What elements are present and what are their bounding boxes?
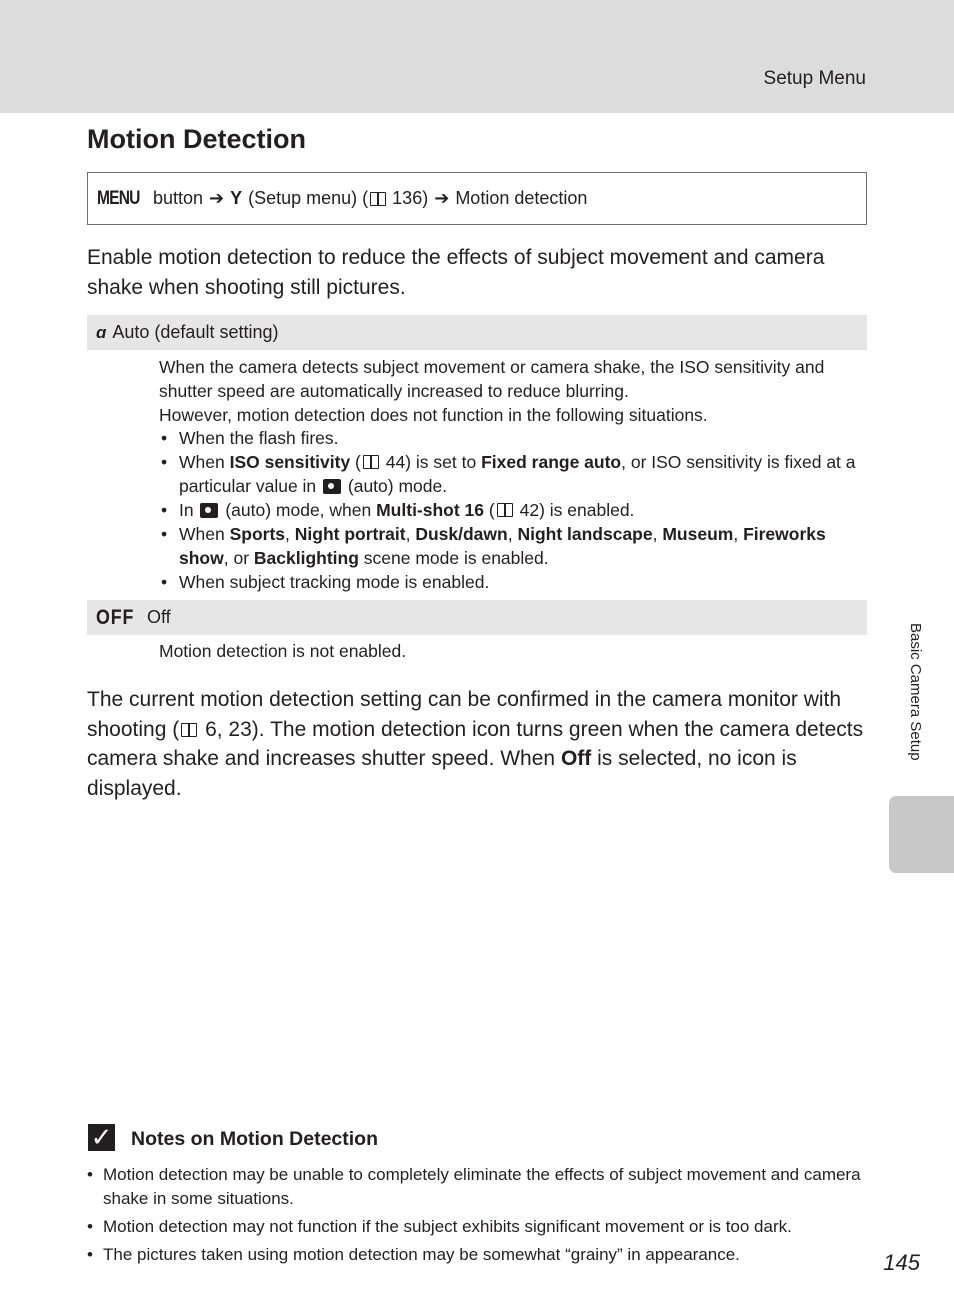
page-number: 145 xyxy=(883,1250,920,1275)
page-reference-icon xyxy=(370,192,386,206)
auto-description-line-2: However, motion detection does not function in the following situations. xyxy=(159,405,708,425)
list-item: • The pictures taken using motion detection may be somewhat “grainy” in appearance. xyxy=(87,1243,867,1267)
setup-menu-icon: Y xyxy=(230,188,243,208)
section-side-label: Basic Camera Setup xyxy=(907,623,924,761)
section-tab xyxy=(889,796,954,873)
arrow-icon: ➔ xyxy=(209,188,225,208)
page-reference-icon xyxy=(181,723,197,737)
option-auto-bar xyxy=(87,315,867,350)
option-off-label: Off xyxy=(147,607,171,627)
notes-title: Notes on Motion Detection xyxy=(131,1128,378,1150)
list-item: • When ISO sensitivity ( 44) is set to Fixed range auto, or ISO sensitivity is fixed at a particular value in (auto) mode. xyxy=(159,450,859,498)
notes-list xyxy=(87,1163,867,1271)
menu-button-text: button xyxy=(152,188,203,208)
exception-list xyxy=(159,426,859,594)
motion-detection-auto-icon: ɑ xyxy=(96,322,107,342)
list-item: • When Sports, Night portrait, Dusk/dawn, Night landscape, Museum, Fireworks show, or Backlighting scene mode is enabled. xyxy=(159,522,859,570)
auto-mode-camera-icon xyxy=(323,479,341,494)
list-item: • When subject tracking mode is enabled. xyxy=(159,570,859,594)
list-item: • Motion detection may not function if the subject exhibits significant movement or is too dark. xyxy=(87,1215,867,1239)
page-reference: 136 xyxy=(392,188,423,208)
arrow-icon: ➔ xyxy=(434,188,450,208)
option-auto-description xyxy=(159,355,859,427)
intro-paragraph: Enable motion detection to reduce the effects of subject movement and camera shake when shooting still pictures. xyxy=(87,246,825,299)
page-reference-icon xyxy=(497,503,513,517)
menu-destination: Motion detection xyxy=(455,188,588,208)
option-off-bar xyxy=(87,600,867,635)
option-auto-label: Auto (default setting) xyxy=(112,322,279,342)
confirmation-paragraph: The current motion detection setting can be confirmed in the camera monitor with shooting ( 6, 23). The motion detection icon turns green when the camera detects camera shake and increases shutter speed. When Off is selected, no icon is displayed. xyxy=(87,688,864,800)
auto-mode-camera-icon xyxy=(200,503,218,518)
page-title: Motion Detection xyxy=(87,124,306,154)
checkmark-note-icon: ✓ xyxy=(88,1124,115,1151)
page-reference-icon xyxy=(363,455,379,469)
motion-detection-off-icon: OFF xyxy=(96,605,135,629)
auto-description-line-1: When the camera detects subject movement or camera shake, the ISO sensitivity and shutter speed are automatically increased to reduce blurring. xyxy=(159,357,825,401)
setup-menu-text: (Setup menu) ( xyxy=(248,188,369,208)
section-header: Setup Menu xyxy=(763,68,866,89)
list-item: • When the flash fires. xyxy=(159,426,859,450)
list-item: • Motion detection may be unable to completely eliminate the effects of subject movement and camera shake in some situations. xyxy=(87,1163,867,1211)
option-off-description: Motion detection is not enabled. xyxy=(159,641,407,661)
menu-path-close: ) xyxy=(422,188,429,208)
menu-path-box xyxy=(87,172,867,225)
header-band xyxy=(0,0,954,113)
menu-icon: MENU xyxy=(97,187,140,209)
list-item: • In (auto) mode, when Multi-shot 16 ( 42) is enabled. xyxy=(159,498,859,522)
